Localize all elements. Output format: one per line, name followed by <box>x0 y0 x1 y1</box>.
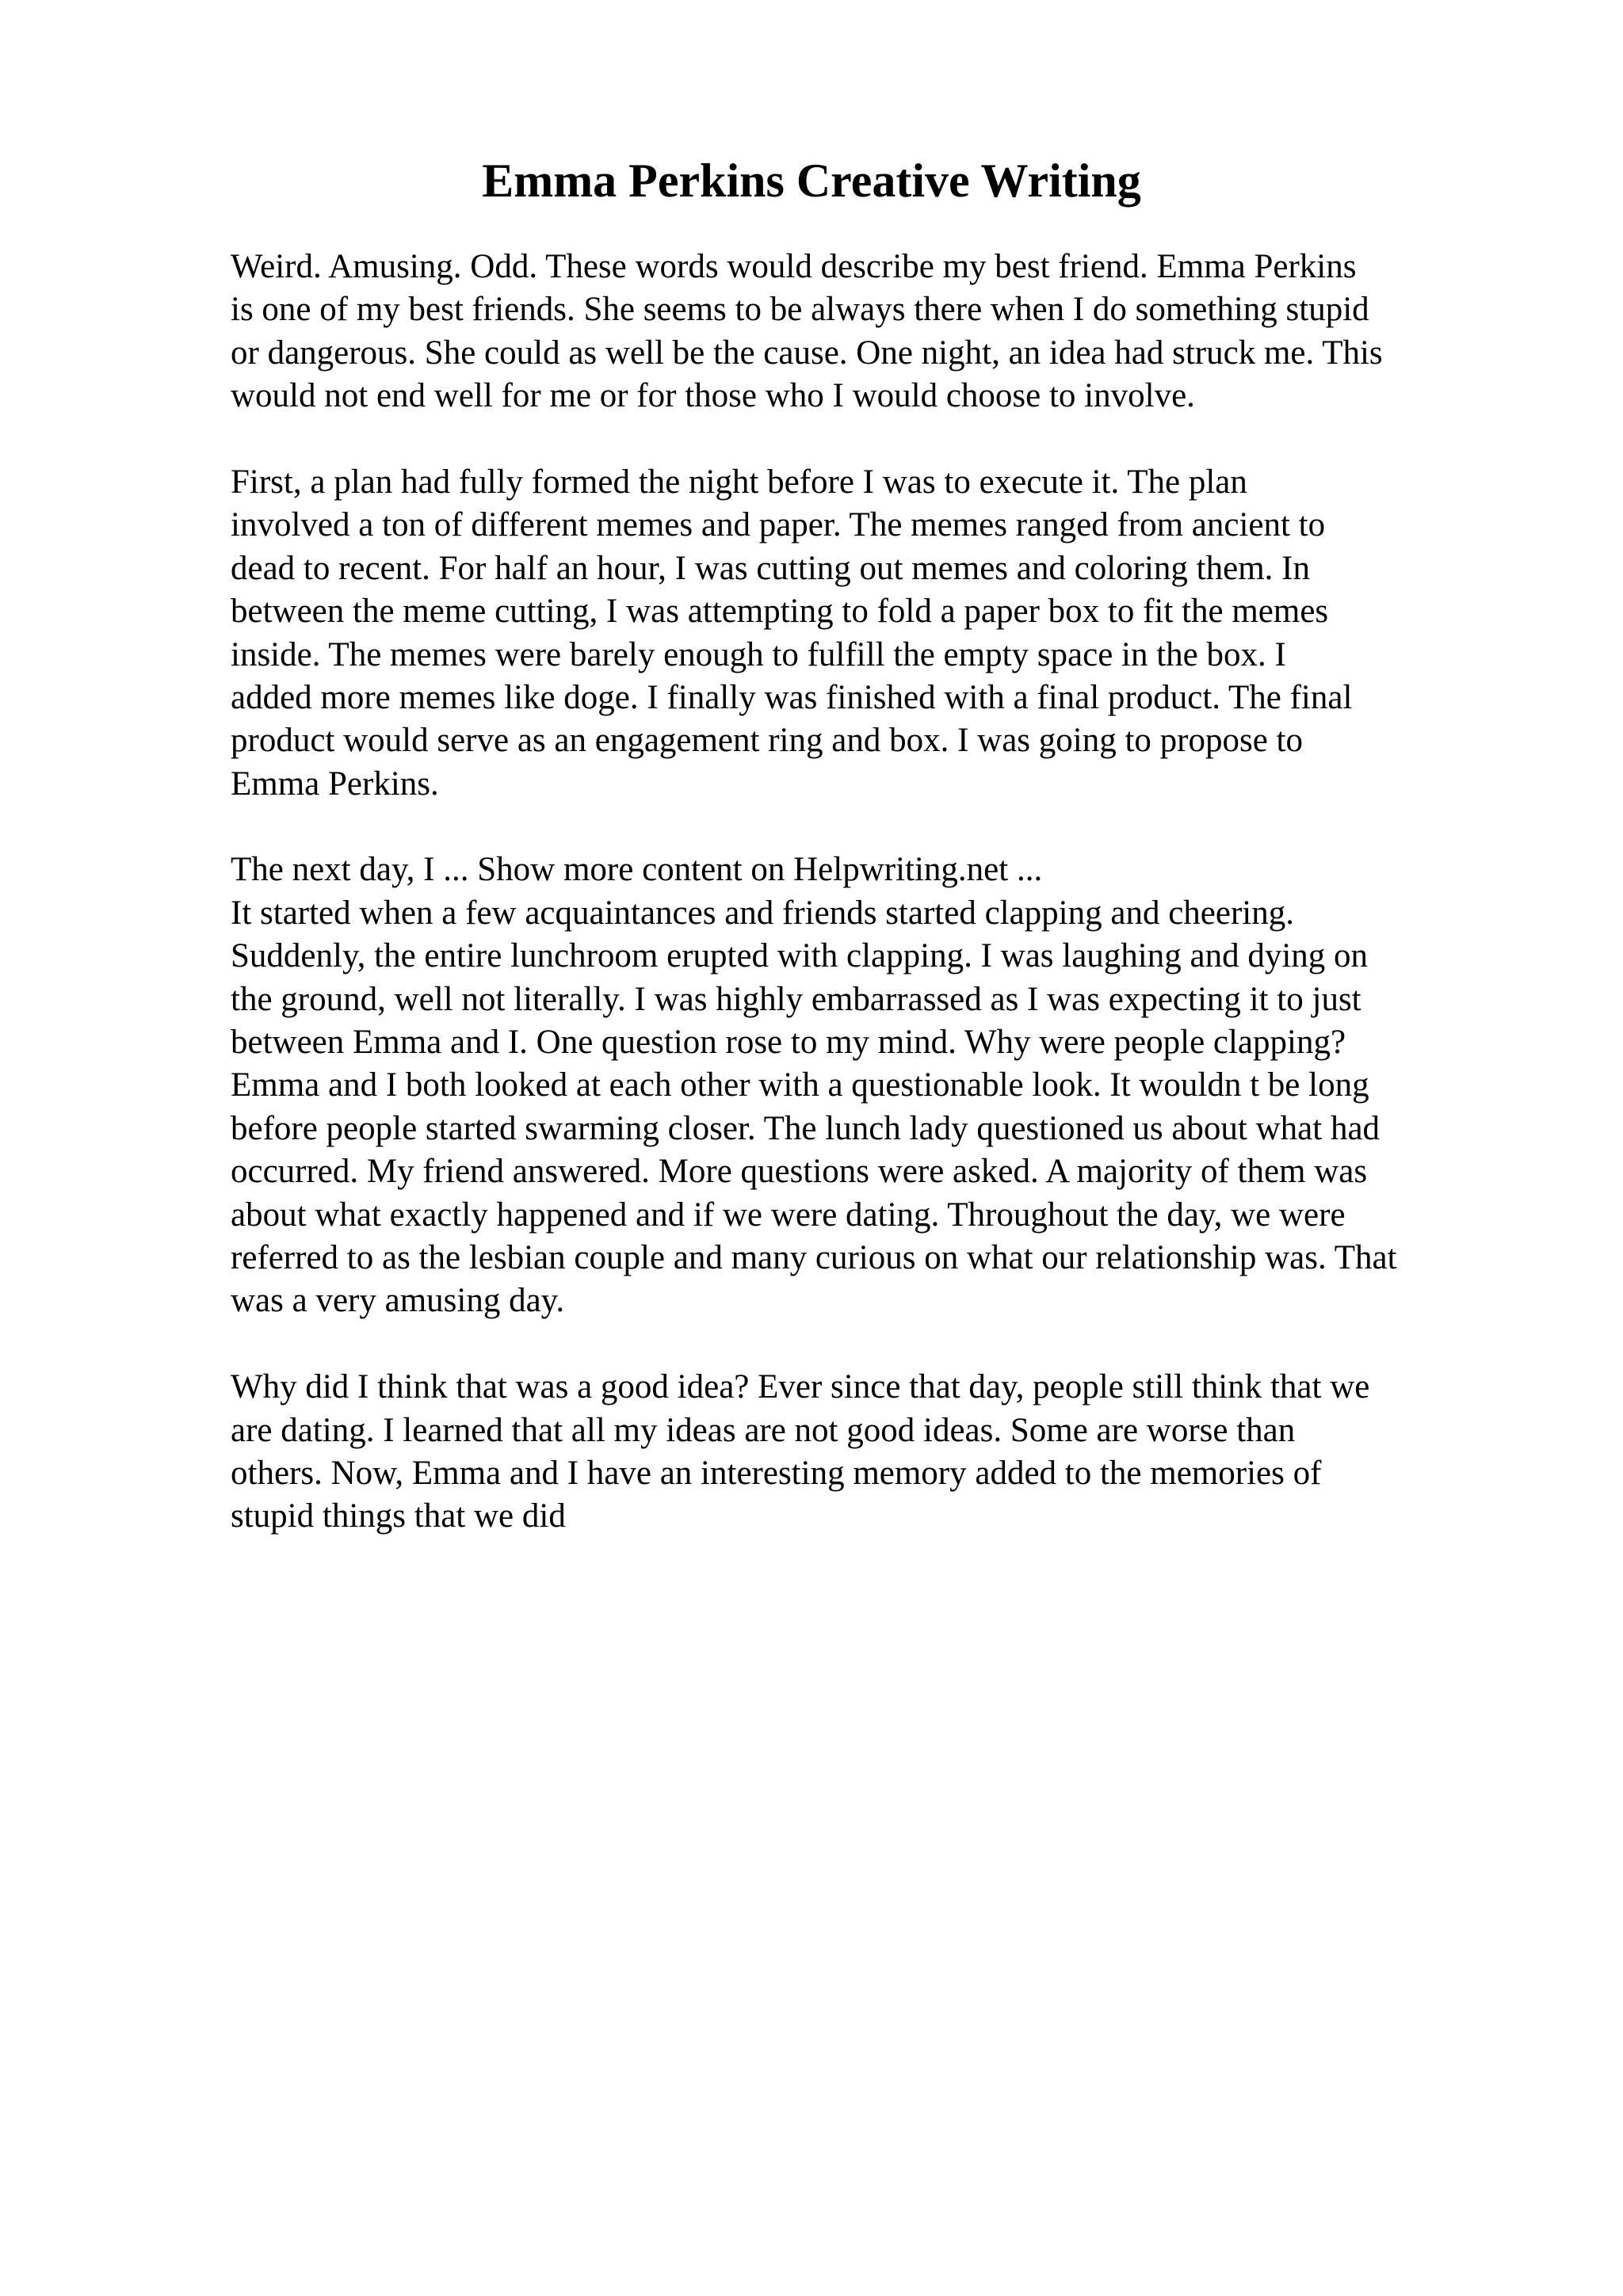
text-line: are dating. I learned that all my ideas are not good ideas. Some are worse than <box>231 1411 1296 1449</box>
paragraph-gap <box>231 418 1514 461</box>
text-line: about what exactly happened and if we were dating. Throughout the day, we were <box>231 1196 1346 1234</box>
paragraph <box>231 246 1514 418</box>
text-line: others. Now, Emma and I have an interesting memory added to the memories of <box>231 1454 1322 1492</box>
text-line: referred to as the lesbian couple and many curious on what our relationship was. That <box>231 1238 1397 1276</box>
text-line: First, a plan had fully formed the night before I was to execute it. The plan <box>231 463 1247 501</box>
text-line: Suddenly, the entire lunchroom erupted with clapping. I was laughing and dying on <box>231 937 1369 975</box>
text-line: before people started swarming closer. The lunch lady questioned us about what had <box>231 1109 1381 1147</box>
text-line: is one of my best friends. She seems to be always there when I do something stupid <box>231 291 1369 329</box>
text-line: between the meme cutting, I was attempting to fold a paper box to fit the memes <box>231 593 1329 631</box>
text-line: would not end well for me or for those who I would choose to involve. <box>231 377 1195 415</box>
text-line: Weird. Amusing. Odd. These words would describe my best friend. Emma Perkins <box>231 248 1357 285</box>
text-line: was a very amusing day. <box>231 1282 565 1320</box>
paragraph-gap <box>231 1323 1514 1366</box>
text-line: Why did I think that was a good idea? Ever since that day, people still think that we <box>231 1368 1370 1406</box>
text-line: or dangerous. She could as well be the cause. One night, an idea had struck me. This <box>231 334 1383 372</box>
text-line: between Emma and I. One question rose to my mind. Why were people clapping? <box>231 1024 1346 1062</box>
paragraph <box>231 461 1514 806</box>
text-line: occurred. My friend answered. More questions were asked. A majority of them was <box>231 1153 1368 1191</box>
paragraph <box>231 1366 1514 1539</box>
text-line: Emma and I both looked at each other with a questionable look. It wouldn t be long <box>231 1066 1369 1104</box>
text-line: involved a ton of different memes and paper. The memes ranged from ancient to <box>231 506 1326 544</box>
text-line: Emma Perkins. <box>231 765 439 803</box>
text-line: inside. The memes were barely enough to fulfill the empty space in the box. I <box>231 635 1286 673</box>
text-line: dead to recent. For half an hour, I was cutting out memes and coloring them. In <box>231 549 1310 587</box>
text-line: stupid things that we did <box>231 1497 566 1535</box>
document-body <box>231 246 1514 1539</box>
text-line: It started when a few acquaintances and friends started clapping and cheering. <box>231 894 1294 932</box>
text-line: The next day, I ... Show more content on Helpwriting.net ... <box>231 851 1043 889</box>
text-line: product would serve as an engagement ring and box. I was going to propose to <box>231 722 1303 760</box>
paragraph-gap <box>231 806 1514 849</box>
paragraph <box>231 849 1514 1322</box>
text-line: added more memes like doge. I finally was finished with a final product. The final <box>231 678 1353 716</box>
document-title: Emma Perkins Creative Writing <box>482 154 1141 207</box>
text-line: the ground, well not literally. I was highly embarrassed as I was expecting it to just <box>231 980 1361 1018</box>
